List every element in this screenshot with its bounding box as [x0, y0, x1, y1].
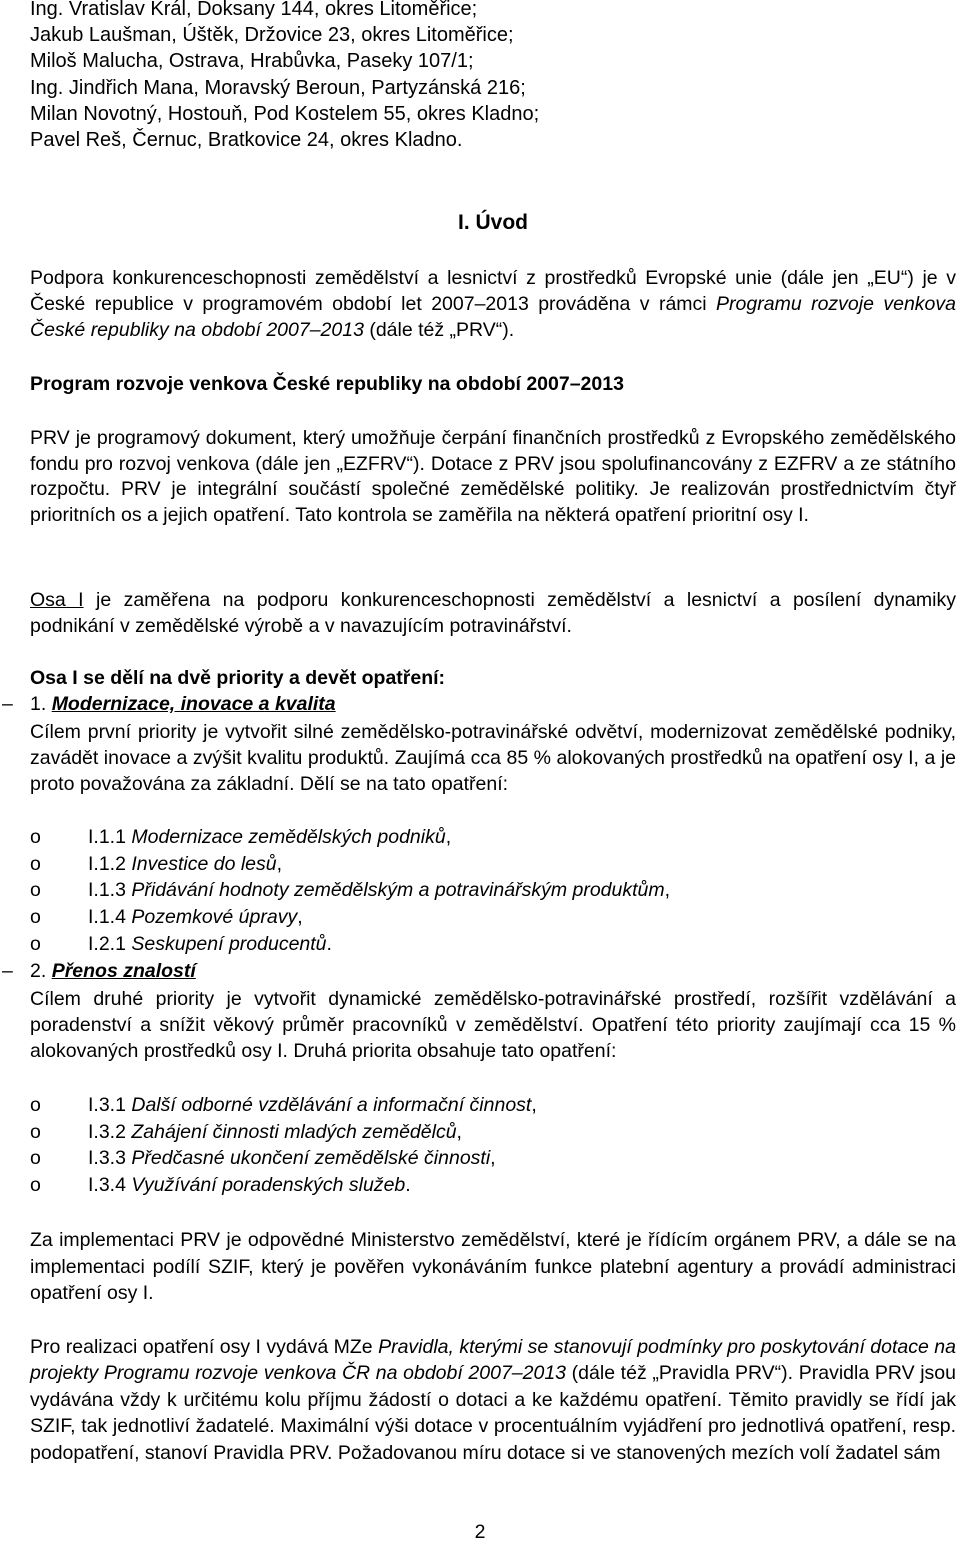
implementation-paragraph: Za implementaci PRV je odpovědné Ministerstvo zemědělství, které je řídícím orgánem PRV, a dále se na implementaci podílí SZIF, který je pověřen vykonáváním funkce platební agentury a provádí administraci opatření osy I.: [30, 1229, 956, 1304]
page-number: 2: [474, 1521, 486, 1543]
prv-heading: Program rozvoje venkova České republiky na období 2007–2013: [30, 373, 624, 395]
section-heading: I. Úvod: [457, 211, 528, 234]
priority-2-text: Cílem druhé priority je vytvořit dynamické zemědělsko-potravinářské prostředí, rozšířit vzdělávání a poradenství a snížit věkový průměr pracovníků v zemědělství. Opatření této priority zaujímají cca 15 % alokovaných prostředků osy I. Druhá priorita obsahuje tato opatření:: [30, 988, 956, 1063]
list-item: o I.1.3 Přidávání hodnoty zemědělským a potravinářským produktům,: [30, 879, 671, 901]
prv-paragraph: PRV je programový dokument, který umožňuje čerpání finančních prostředků z Evropského zemědělského fondu pro rozvoj venkova (dále jen „EZFRV“). Dotace z PRV jsou spolufinancovány z EZFRV a ze státního rozpočtu. PRV je integrální součástí společné zemědělské politiky. Je realizován prostřednictvím čtyř prioritních os a jejich opatření. Tato kontrola se zaměřila na některá opatření prioritní osy I.: [30, 427, 956, 526]
osa-heading: Osa I se dělí na dvě priority a devět opatření:: [30, 667, 446, 689]
list-item: o I.3.3 Předčasné ukončení zemědělské činnosti,: [30, 1147, 496, 1169]
author-line: Miloš Malucha, Ostrava, Hrabůvka, Paseky 107/1;: [30, 50, 474, 73]
osa-label: Osa I: [30, 589, 84, 611]
priority-title: Modernizace, inovace a kvalita: [51, 693, 336, 715]
priority-title: Přenos znalostí: [51, 960, 196, 982]
dash-bullet: –: [2, 960, 13, 982]
intro-paragraph: Podpora konkurenceschopnosti zemědělství a lesnictví z prostředků Evropské unie (dále jen „EU“) je v České republice v programovém období let 2007–2013 prováděna v rámci Programu rozvoje venkova České republiky na období 2007–2013 (dále též „PRV“).: [30, 267, 956, 341]
rules-title: Pravidla, kterými se stanovují podmínky pro poskytování dotace na projekty Programu rozvoje venkova ČR na období 2007–2013: [30, 1336, 956, 1385]
list-item: o I.1.4 Pozemkové úpravy,: [30, 906, 303, 928]
list-item: o I.1.1 Modernizace zemědělských podniků,: [30, 826, 452, 848]
list-item: o I.3.2 Zahájení činnosti mladých zemědělců,: [30, 1121, 462, 1143]
rules-paragraph: Pro realizaci opatření osy I vydává MZe Pravidla, kterými se stanovují podmínky pro poskytování dotace na projekty Programu rozvoje venkova ČR na období 2007–2013 (dále též „Pravidla PRV“). Pravidla PRV jsou vydávána vždy k určitému kolu příjmu žádostí o dotaci a ke každému opatření. Těmito pravidly se řídí jak SZIF, tak jednotliví žadatelé. Maximální výši dotace v procentuálním vyjádření pro jednotlivá opatření, resp. podopatření, stanoví Pravidla PRV. Požadovanou míru dotace si ve stanovených mezích volí žadatel sám: [30, 1336, 956, 1464]
author-line: Milan Novotný, Hostouň, Pod Kostelem 55, okres Kladno;: [30, 102, 540, 125]
priority-1-text: Cílem první priority je vytvořit silné zemědělsko-potravinářské odvětví, modernizovat zemědělské podniky, zavádět inovace a zvýšit kvalitu produktů. Zaujímá cca 85 % alokovaných prostředků na opatření osy I, a je proto považována za základní. Dělí se na tato opatření:: [30, 721, 956, 796]
author-line: Ing. Jindřich Mana, Moravský Beroun, Partyzánská 216;: [30, 76, 526, 99]
list-item: o I.1.2 Investice do lesů,: [30, 853, 283, 875]
list-item: o I.3.1 Další odborné vzdělávání a informační činnost,: [30, 1094, 537, 1116]
osa-paragraph: Osa I je zaměřena na podporu konkurenceschopnosti zemědělství a lesnictví a posílení dynamiky podnikání v zemědělské výrobě a v navazujícím potravinářství.: [30, 589, 956, 637]
program-name: Programu rozvoje venkova České republiky na období 2007–2013: [30, 293, 956, 341]
author-line: Jakub Laušman, Úštěk, Držovice 23, okres Litoměřice;: [30, 24, 514, 47]
author-line: Ing. Vratislav Král, Doksany 144, okres Litoměřice;: [30, 0, 478, 20]
authors-block: [30, 0, 930, 153]
list-item: o I.3.4 Využívání poradenských služeb.: [30, 1174, 411, 1196]
document-page: Ing. Vratislav Král, Doksany 144, okres Litoměřice; Jakub Laušman, Úštěk, Držovice 23, okres Litoměřice; Miloš Malucha, Ostrava, Hrabůvka, Paseky 107/1; Ing. Jindřich Mana, Moravský Beroun, Partyzánská 216; Milan Novotný, Hostouň, Pod Kostelem 55, okres Kladno; Pavel Reš, Černuc, Bratkovice 24, okres Kladno. I. Úvod Podpora konkurenceschopnosti zemědělství a lesnictví z prostředků Evropské unie (dále jen „EU“) je v České republice v programovém období let 2007–2013 prováděna v rámci Programu rozvoje venkova České republiky na období 2007–2013 (dále též „PRV“). Program rozvoje venkova České republiky na období 2007–2013 PRV je programový dokument, který umožňuje čerpání finančních prostředků z Evropského zemědělského fondu pro rozvoj venkova (dále jen „EZFRV“). Dotace z PRV jsou spolufinancovány z EZFRV a ze státního rozpočtu. PRV je integrální součástí společné zemědělské politiky. Je realizován prostřednictvím čtyř prioritních os a jejich opatření. Tato kontrola se zaměřila na některá opatření prioritní osy I. Osa I je zaměřena na podporu konkurenceschopnosti zemědělství a lesnictví a posílení dynamiky podnikání v zemědělské výrobě a v navazujícím potravinářství. Osa I se dělí na dvě priority a devět opatření: – 1. Modernizace, inovace a kvalita Cílem první priority je vytvořit silné zemědělsko-potravinářské odvětví, modernizovat zemědělské podniky, zavádět inovace a zvýšit kvalitu produktů. Zaujímá cca 85 % alokovaných prostředků na opatření osy I, a je proto považována za základní. Dělí se na tato opatření: o I.1.1 Modernizace zemědělských podniků, o I.1.2 Investice do lesů, o I.1.3 Přidávání hodnoty zemědělským a potravinářským produktům, o I.1.4 Pozemkové úpravy, o I.2.1 Seskupení producentů. – 2. Přenos znalostí Cílem druhé priority je vytvořit dynamické zemědělsko-potravinářské prostředí, rozšířit vzdělávání a poradenství a snížit věkový průměr pracovníků v zemědělství. Opatření této priority zaujímají cca 15 % alokovaných prostředků osy I. Druhá priorita obsahuje tato opatření: o I.3.1 Další odborné vzdělávání a informační činnost, o I.3.2 Zahájení činnosti mladých zemědělců, o I.3.3 Předčasné ukončení zemědělské činnosti, o I.3.4 Využívání poradenských služeb. Za implementaci PRV je odpovědné Ministerstvo zemědělství, které je řídícím orgánem PRV, a dále se na implementaci podílí SZIF, který je pověřen vykonáváním funkce platební agentury a provádí administraci opatření osy I. Pro realizaci opatření osy I vydává MZe Pravidla, kterými se stanovují podmínky pro poskytování dotace na projekty Programu rozvoje venkova ČR na období 2007–2013 (dále též „Pravidla PRV“). Pravidla PRV jsou vydávána vždy k určitému kolu příjmu žádostí o dotaci a ke každému opatření. Těmito pravidly se řídí jak SZIF, tak jednotliví žadatelé. Maximální výši dotace v procentuálním vyjádření pro jednotlivá opatření, resp. podopatření, stanoví Pravidla PRV. Požadovanou míru dotace si ve stanovených mezích volí žadatel sám 2: [0, 0, 960, 1543]
dash-bullet: –: [2, 693, 13, 715]
list-item: o I.2.1 Seskupení producentů.: [30, 933, 332, 955]
author-line: Pavel Reš, Černuc, Bratkovice 24, okres Kladno.: [30, 129, 463, 152]
